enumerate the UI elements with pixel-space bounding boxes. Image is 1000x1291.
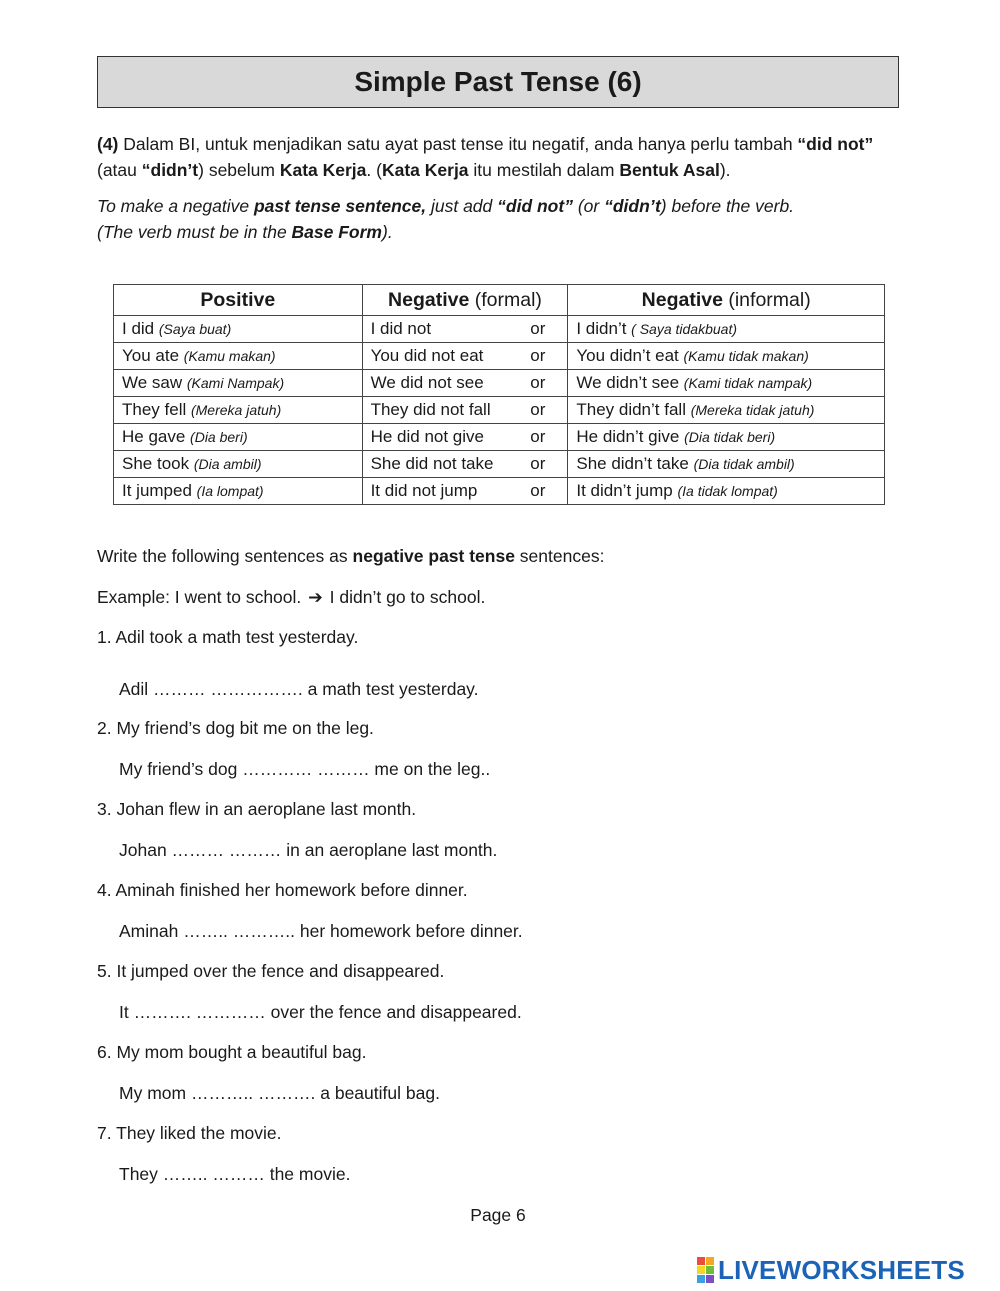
example-text: I didn’t go to school. bbox=[324, 587, 486, 607]
cell-negative-informal bbox=[568, 424, 885, 451]
cell-positive bbox=[114, 316, 363, 343]
cell-negative-formal bbox=[362, 424, 568, 451]
intro-english bbox=[97, 193, 897, 245]
cell-positive bbox=[114, 397, 363, 424]
positive-translation: (Ia lompat) bbox=[196, 483, 264, 499]
positive-translation: (Kamu makan) bbox=[183, 348, 276, 364]
header-positive bbox=[114, 285, 363, 316]
intro-text: (atau bbox=[97, 160, 142, 180]
english-text: To make a negative bbox=[97, 196, 254, 216]
positive-text: They fell bbox=[122, 400, 191, 419]
intro-bentuk-asal: Bentuk Asal bbox=[619, 160, 720, 180]
or-label: or bbox=[530, 427, 546, 446]
informal-text: I didn’t bbox=[576, 319, 632, 338]
cell-negative-formal bbox=[362, 343, 568, 370]
informal-text: They didn’t fall bbox=[576, 400, 691, 419]
logo-square bbox=[697, 1257, 705, 1265]
logo-square bbox=[706, 1266, 714, 1274]
cell-positive bbox=[114, 370, 363, 397]
table-header-row bbox=[114, 285, 885, 316]
arrow-icon: ➔ bbox=[308, 587, 323, 607]
logo-square bbox=[706, 1275, 714, 1283]
liveworksheets-logo[interactable] bbox=[697, 1256, 965, 1284]
example bbox=[97, 587, 485, 608]
english-bold: “did not” bbox=[497, 196, 573, 216]
table-row bbox=[114, 343, 885, 370]
english-text: (The verb must be in the bbox=[97, 222, 292, 242]
formal-text: I did not bbox=[370, 319, 432, 338]
instruction-text: Write the following sentences as bbox=[97, 546, 353, 566]
cell-negative-informal bbox=[568, 370, 885, 397]
intro-number: (4) bbox=[97, 134, 119, 154]
answer-line[interactable]: It ………. ………… over the fence and disappeared. bbox=[119, 1002, 522, 1022]
cell-negative-formal bbox=[362, 478, 568, 505]
header-negative-label: Negative bbox=[641, 288, 723, 311]
header-negative-formal bbox=[362, 285, 568, 316]
informal-text: He didn’t give bbox=[576, 427, 685, 446]
intro-kata-kerja: Kata Kerja bbox=[279, 160, 367, 180]
logo-square bbox=[706, 1257, 714, 1265]
instruction-bold: negative past tense bbox=[352, 546, 515, 566]
or-label: or bbox=[530, 319, 546, 338]
informal-translation: (Dia tidak ambil) bbox=[693, 456, 795, 472]
cell-negative-informal bbox=[568, 343, 885, 370]
intro-didnt: “didn’t bbox=[141, 160, 199, 180]
answer-line[interactable]: They …….. ……… the movie. bbox=[119, 1164, 351, 1184]
logo-square bbox=[697, 1275, 705, 1283]
cell-negative-informal bbox=[568, 397, 885, 424]
informal-translation: (Ia tidak lompat) bbox=[677, 483, 778, 499]
cell-positive bbox=[114, 343, 363, 370]
table-row bbox=[114, 316, 885, 343]
cell-negative-informal bbox=[568, 316, 885, 343]
informal-text: She didn’t take bbox=[576, 454, 694, 473]
positive-translation: (Dia ambil) bbox=[193, 456, 262, 472]
positive-text: I did bbox=[122, 319, 159, 338]
or-label: or bbox=[530, 454, 546, 473]
cell-positive bbox=[114, 451, 363, 478]
instruction bbox=[97, 546, 604, 567]
formal-text: He did not give bbox=[370, 427, 484, 446]
title-box bbox=[97, 56, 899, 108]
intro-malay bbox=[97, 131, 897, 183]
positive-translation: (Mereka jatuh) bbox=[190, 402, 282, 418]
verb-table bbox=[113, 284, 885, 505]
header-positive-label: Positive bbox=[200, 288, 276, 311]
intro-text: ) sebelum bbox=[198, 160, 280, 180]
answer-line[interactable]: My friend’s dog ………… ……… me on the leg.. bbox=[119, 759, 491, 779]
or-label: or bbox=[530, 373, 546, 392]
informal-text: You didn’t eat bbox=[576, 346, 684, 365]
instruction-text: sentences: bbox=[514, 546, 605, 566]
formal-text: They did not fall bbox=[370, 400, 491, 419]
informal-translation: ( Saya tidakbuat) bbox=[631, 321, 738, 337]
answer-line[interactable]: Johan ……… ……… in an aeroplane last month. bbox=[119, 840, 498, 860]
formal-text: You did not eat bbox=[370, 346, 484, 365]
informal-text: We didn’t see bbox=[576, 373, 684, 392]
page-number: Page 6 bbox=[470, 1205, 526, 1225]
positive-text: It jumped bbox=[122, 481, 197, 500]
or-label: or bbox=[530, 346, 546, 365]
logo-text: LIVEWORKSHEETS bbox=[718, 1254, 965, 1285]
question-text: 6. My mom bought a beautiful bag. bbox=[97, 1042, 367, 1062]
intro-text: Dalam BI, untuk menjadikan satu ayat past tense itu negatif, anda hanya perlu tambah bbox=[118, 134, 798, 154]
cell-negative-informal bbox=[568, 478, 885, 505]
positive-text: He gave bbox=[122, 427, 191, 446]
table-row bbox=[114, 451, 885, 478]
positive-translation: (Saya buat) bbox=[158, 321, 232, 337]
cell-negative-informal bbox=[568, 451, 885, 478]
intro-text: . ( bbox=[366, 160, 382, 180]
positive-translation: (Kami Nampak) bbox=[186, 375, 285, 391]
logo-mark-icon bbox=[697, 1257, 714, 1283]
intro-text: itu mestilah dalam bbox=[468, 160, 620, 180]
positive-text: She took bbox=[122, 454, 194, 473]
intro-kata-kerja: Kata Kerja bbox=[381, 160, 469, 180]
english-text: ) before the verb. bbox=[660, 196, 795, 216]
informal-translation: (Mereka tidak jatuh) bbox=[690, 402, 815, 418]
answer-line[interactable]: Adil ……… ……………. a math test yesterday. bbox=[119, 679, 479, 699]
table-row bbox=[114, 370, 885, 397]
formal-text: She did not take bbox=[370, 454, 494, 473]
informal-text: It didn’t jump bbox=[576, 481, 678, 500]
positive-text: We saw bbox=[122, 373, 187, 392]
question-text: 7. They liked the movie. bbox=[97, 1123, 282, 1143]
formal-text: It did not jump bbox=[370, 481, 478, 500]
cell-negative-formal bbox=[362, 397, 568, 424]
header-formal-label: (formal) bbox=[469, 288, 542, 311]
english-text: ). bbox=[382, 222, 393, 242]
positive-text: You ate bbox=[122, 346, 184, 365]
table-row bbox=[114, 397, 885, 424]
cell-negative-formal bbox=[362, 316, 568, 343]
informal-translation: (Kami tidak nampak) bbox=[683, 375, 813, 391]
page-title: Simple Past Tense (6) bbox=[354, 66, 642, 97]
example-text: Example: I went to school. bbox=[97, 587, 307, 607]
english-text: just add bbox=[426, 196, 498, 216]
question-text: 3. Johan flew in an aeroplane last month. bbox=[97, 799, 417, 819]
question-text: 2. My friend’s dog bit me on the leg. bbox=[97, 718, 374, 738]
or-label: or bbox=[530, 400, 546, 419]
informal-translation: (Dia tidak beri) bbox=[684, 429, 776, 445]
header-negative-informal bbox=[568, 285, 885, 316]
answer-line[interactable]: Aminah …….. ……….. her homework before dinner. bbox=[119, 921, 523, 941]
english-bold: Base Form bbox=[291, 222, 382, 242]
question-text: 5. It jumped over the fence and disappeared. bbox=[97, 961, 445, 981]
formal-text: We did not see bbox=[370, 373, 484, 392]
logo-square bbox=[697, 1266, 705, 1274]
cell-positive bbox=[114, 424, 363, 451]
intro-text: ). bbox=[719, 160, 731, 180]
question-text: 4. Aminah finished her homework before dinner. bbox=[97, 880, 468, 900]
cell-negative-formal bbox=[362, 451, 568, 478]
table-row bbox=[114, 424, 885, 451]
intro-did-not: “did not” bbox=[797, 134, 874, 154]
question-text: 1. Adil took a math test yesterday. bbox=[97, 627, 359, 647]
english-bold: “didn’t bbox=[604, 196, 661, 216]
positive-translation: (Dia beri) bbox=[190, 429, 248, 445]
english-text: (or bbox=[572, 196, 605, 216]
header-informal-label: (informal) bbox=[722, 288, 811, 311]
english-bold: past tense sentence, bbox=[253, 196, 427, 216]
informal-translation: (Kamu tidak makan) bbox=[683, 348, 809, 364]
cell-negative-formal bbox=[362, 370, 568, 397]
header-negative-label: Negative bbox=[388, 288, 470, 311]
cell-positive bbox=[114, 478, 363, 505]
table-row bbox=[114, 478, 885, 505]
answer-line[interactable]: My mom ……….. ………. a beautiful bag. bbox=[119, 1083, 440, 1103]
or-label: or bbox=[530, 481, 546, 500]
